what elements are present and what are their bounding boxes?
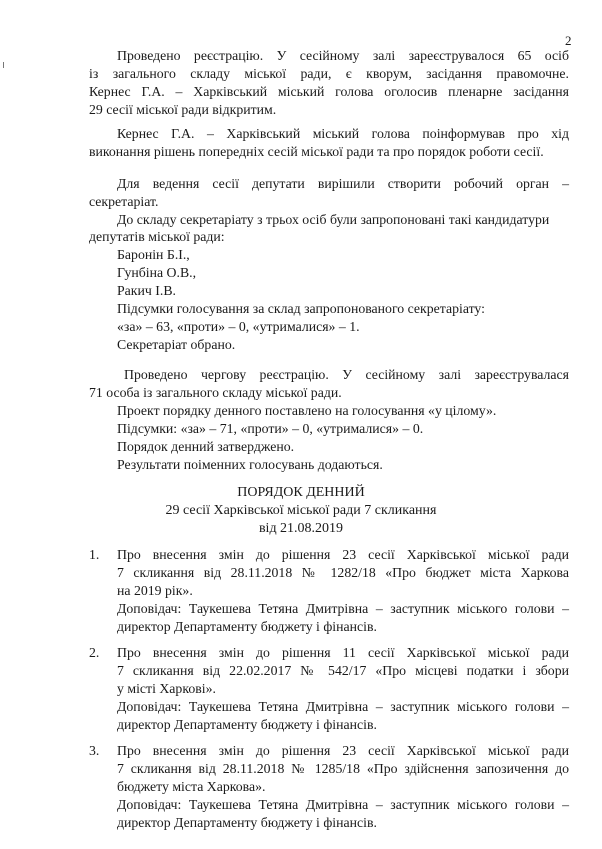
vote-result: Підсумки: «за» – 71, «проти» – 0, «утрималися» – 0.	[117, 421, 424, 436]
paragraph-line: депутатів міської ради:	[89, 229, 225, 244]
page-number: 2	[565, 33, 572, 48]
agenda-item-speaker: Доповідач: Таукешева Тетяна Дмитрівна – заступник міського голови –	[117, 699, 569, 714]
agenda-item-line: 7 скликання від 22.02.2017 № 542/17 «Про місцеві податки і збори	[117, 663, 569, 678]
paragraph-line: із загального складу міської ради, є кворум, засідання правомочне.	[89, 66, 569, 81]
paragraph-line: Секретаріат обрано.	[117, 337, 236, 352]
candidate-name: Гунбіна О.В.,	[117, 265, 197, 280]
paragraph-line: 71 особа із загального складу міської ради.	[89, 385, 342, 400]
agenda-item-number: 1.	[89, 547, 100, 562]
agenda-title: ПОРЯДОК ДЕННИЙ	[237, 485, 365, 500]
candidate-name: Ракич І.В.	[117, 283, 176, 298]
agenda-item-line: у місті Харкові».	[117, 681, 216, 696]
agenda-item-line: Про внесення змін до рішення 11 сесії Харківської міської ради	[117, 645, 569, 660]
paragraph-line: Проект порядку денного поставлено на голосування «у цілому».	[117, 403, 497, 418]
agenda-item-line: Про внесення змін до рішення 23 сесії Харківської міської ради	[117, 547, 569, 562]
agenda-item-speaker: Доповідач: Таукешева Тетяна Дмитрівна – заступник міського голови –	[117, 601, 569, 616]
agenda-item-number: 3.	[89, 743, 100, 758]
agenda-item-number: 2.	[89, 645, 100, 660]
agenda-item-speaker: Доповідач: Таукешева Тетяна Дмитрівна – заступник міського голови –	[117, 797, 569, 812]
paragraph-line: Підсумки голосування за склад запропонованого секретаріату:	[117, 301, 485, 316]
paragraph-line: виконання рішень попередніх сесій міської ради та про порядок роботи сесії.	[89, 144, 544, 159]
paragraph-line: Порядок денний затверджено.	[117, 439, 295, 454]
agenda-date: від 21.08.2019	[258, 521, 344, 536]
agenda-item-speaker-title: директор Департаменту бюджету і фінансів.	[117, 619, 377, 634]
agenda-item-line: Про внесення змін до рішення 23 сесії Харківської міської ради	[117, 743, 569, 758]
agenda-item-line: на 2019 рік».	[117, 583, 193, 598]
candidate-name: Баронін Б.І.,	[117, 247, 190, 262]
paragraph-line: Кернес Г.А. – Харківський міський голова оголосив пленарне засідання	[89, 84, 569, 99]
paragraph-line: 29 сесії міської ради відкритим.	[89, 102, 277, 117]
paragraph-line: секретаріат.	[89, 194, 159, 209]
paragraph-line: Результати поіменних голосувань додаються.	[117, 457, 383, 472]
paragraph-line: До складу секретаріату з трьох осіб були запропоновані такі кандидатури	[117, 212, 550, 227]
paragraph-line: Для ведення сесії депутати вирішили створити робочий орган –	[117, 176, 569, 191]
agenda-subtitle: 29 сесії Харківської міської ради 7 скликання	[165, 503, 437, 518]
agenda-item-speaker-title: директор Департаменту бюджету і фінансів.	[117, 815, 377, 830]
margin-mark	[3, 62, 4, 68]
paragraph-line: Проведено чергову реєстрацію. У сесійному залі зареєструвалася	[124, 367, 569, 382]
agenda-item-line: 7 скликання від 28.11.2018 № 1282/18 «Про бюджет міста Харкова	[117, 565, 569, 580]
paragraph-line: Кернес Г.А. – Харківський міський голова поінформував про хід	[117, 126, 569, 141]
agenda-item-line: 7 скликання від 28.11.2018 № 1285/18 «Про здійснення запозичення до	[117, 761, 569, 776]
paragraph-line: Проведено реєстрацію. У сесійному залі зареєструвалося 65 осіб	[117, 48, 569, 63]
agenda-item-speaker-title: директор Департаменту бюджету і фінансів.	[117, 717, 377, 732]
agenda-item-line: бюджету міста Харкова».	[117, 779, 266, 794]
vote-result: «за» – 63, «проти» – 0, «утрималися» – 1.	[117, 319, 360, 334]
